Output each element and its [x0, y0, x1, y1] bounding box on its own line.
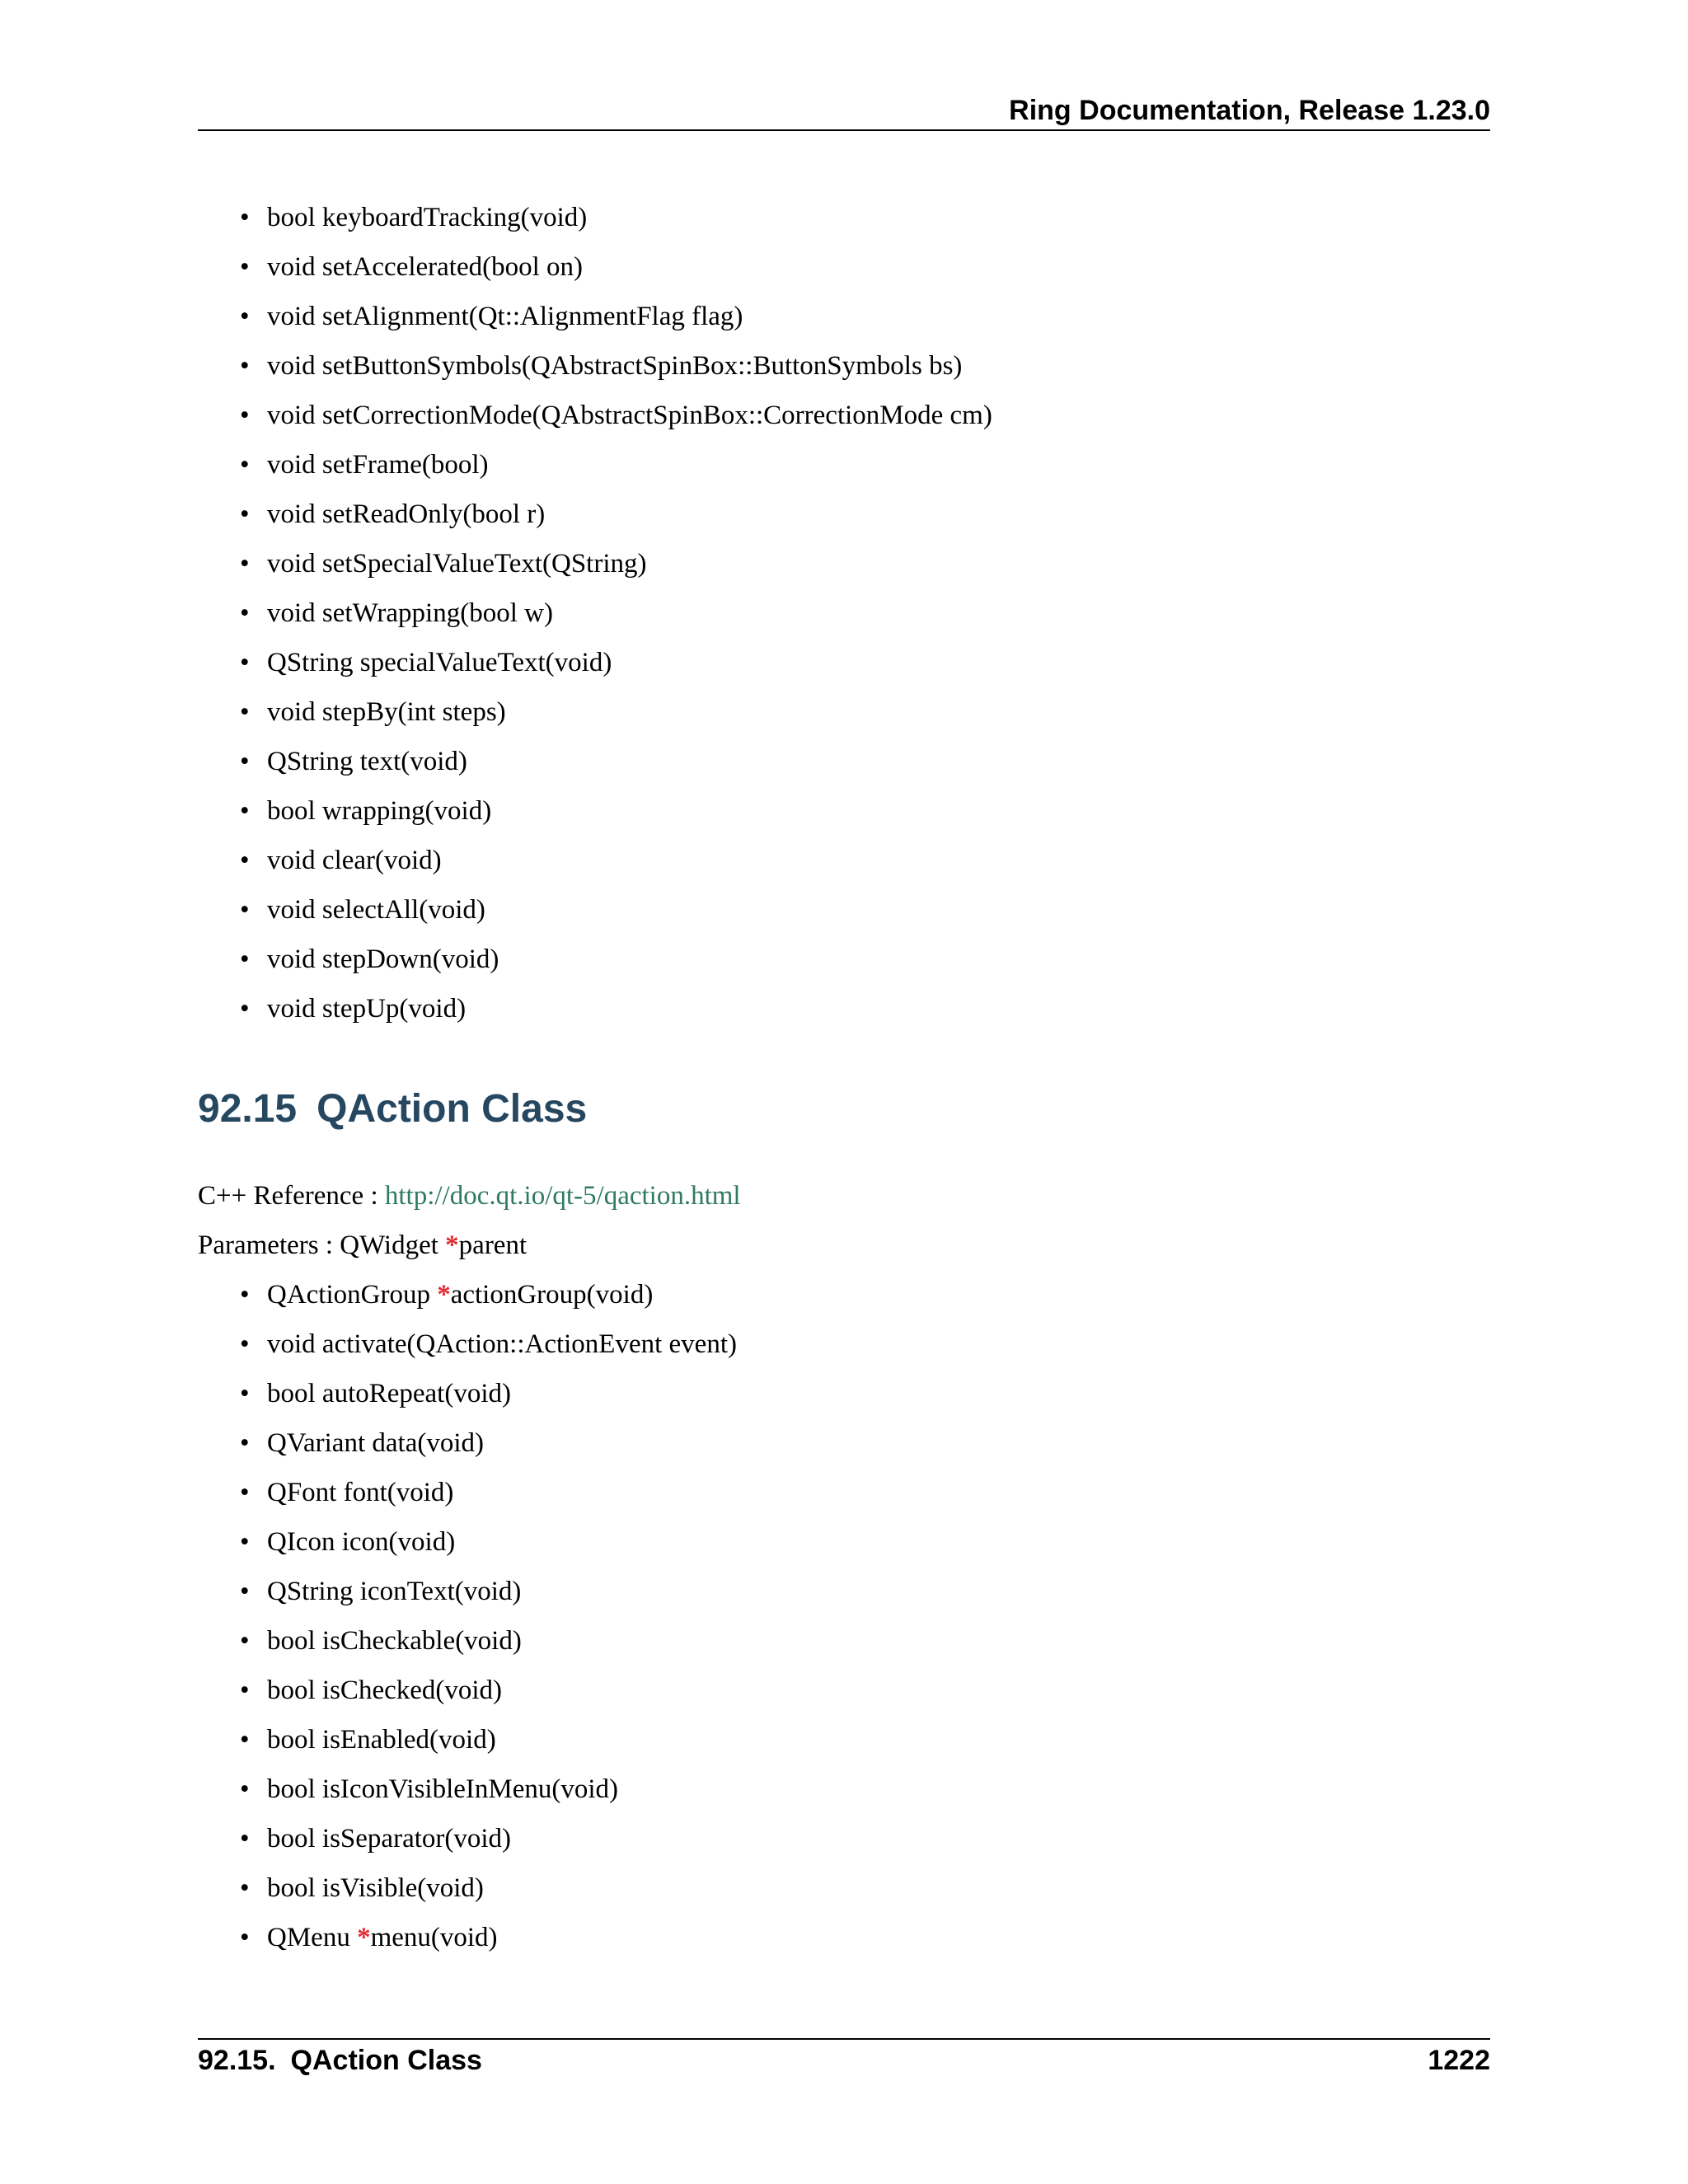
- list-item: • void setAccelerated(bool on): [198, 242, 992, 292]
- spinbox-method-list: [198, 193, 992, 1033]
- list-item: [198, 1418, 737, 1468]
- list-item: • void stepDown(void): [198, 935, 992, 984]
- cpp-reference-line: [198, 1171, 741, 1221]
- list-item: [198, 1319, 737, 1369]
- method-text: bool isCheckable(void): [267, 1626, 522, 1656]
- list-item: [198, 1814, 737, 1863]
- footer-section-title: QAction Class: [290, 2045, 482, 2076]
- parameters-line: [198, 1221, 527, 1270]
- list-item: • void setCorrectionMode(QAbstractSpinBox::CorrectionMode cm): [198, 391, 992, 440]
- list-item: [198, 1715, 737, 1765]
- method-text: QMenu: [267, 1923, 358, 1952]
- reference-label: C++ Reference :: [198, 1181, 385, 1211]
- page-number: 1222: [1428, 2045, 1490, 2076]
- method-text-rest: actionGroup(void): [450, 1280, 654, 1310]
- method-text: void activate(QAction::ActionEvent event): [267, 1329, 737, 1359]
- pointer-asterisk: *: [357, 1923, 371, 1952]
- method-text: QString iconText(void): [267, 1577, 522, 1606]
- list-item: • QString specialValueText(void): [198, 638, 992, 687]
- list-item: • void setSpecialValueText(QString): [198, 539, 992, 588]
- list-item: • void selectAll(void): [198, 885, 992, 935]
- pointer-asterisk: *: [445, 1230, 459, 1260]
- list-item: [198, 1369, 737, 1418]
- list-item: [198, 1666, 737, 1715]
- method-text: bool isVisible(void): [267, 1873, 484, 1903]
- list-item: [198, 1517, 737, 1567]
- section-number: 92.15: [198, 1087, 298, 1131]
- footer-rule: [198, 2038, 1490, 2040]
- section-title: QAction Class: [316, 1087, 588, 1131]
- footer-section: [198, 2042, 482, 2079]
- list-item: [198, 1468, 737, 1517]
- method-text: bool isChecked(void): [267, 1675, 503, 1705]
- method-text: bool isSeparator(void): [267, 1824, 512, 1854]
- pointer-asterisk: *: [437, 1280, 451, 1310]
- method-text: bool isIconVisibleInMenu(void): [267, 1774, 619, 1804]
- list-item: • void setReadOnly(bool r): [198, 490, 992, 539]
- list-item: [198, 1567, 737, 1616]
- list-item: [198, 1863, 737, 1913]
- parameters-name: parent: [458, 1230, 528, 1260]
- list-item: [198, 1270, 737, 1319]
- method-text-rest: menu(void): [370, 1923, 498, 1952]
- method-text: bool isEnabled(void): [267, 1725, 496, 1755]
- list-item: • bool wrapping(void): [198, 786, 992, 836]
- list-item: • void clear(void): [198, 836, 992, 885]
- method-text: bool autoRepeat(void): [267, 1379, 512, 1408]
- reference-link[interactable]: http://doc.qt.io/qt-5/qaction.html: [384, 1181, 741, 1211]
- method-text: QIcon icon(void): [267, 1527, 456, 1557]
- list-item: • void stepUp(void): [198, 984, 992, 1033]
- list-item: [198, 1616, 737, 1666]
- list-item: • bool keyboardTracking(void): [198, 193, 992, 242]
- method-text: QFont font(void): [267, 1478, 454, 1507]
- list-item: [198, 1913, 737, 1962]
- section-heading: [198, 1083, 587, 1136]
- qaction-method-list: [198, 1270, 737, 1962]
- footer-section-number: 92.15.: [198, 2045, 276, 2076]
- method-text: QActionGroup: [267, 1280, 438, 1310]
- parameters-label: Parameters : QWidget: [198, 1230, 446, 1260]
- method-text: QVariant data(void): [267, 1428, 484, 1458]
- list-item: • void setFrame(bool): [198, 440, 992, 490]
- header-rule: [198, 129, 1490, 131]
- list-item: • void stepBy(int steps): [198, 687, 992, 737]
- list-item: • void setButtonSymbols(QAbstractSpinBox::ButtonSymbols bs): [198, 341, 992, 391]
- list-item: • QString text(void): [198, 737, 992, 786]
- running-header-title: Ring Documentation, Release 1.23.0: [1009, 95, 1490, 126]
- list-item: [198, 1765, 737, 1814]
- list-item: • void setAlignment(Qt::AlignmentFlag flag): [198, 292, 992, 341]
- list-item: • void setWrapping(bool w): [198, 588, 992, 638]
